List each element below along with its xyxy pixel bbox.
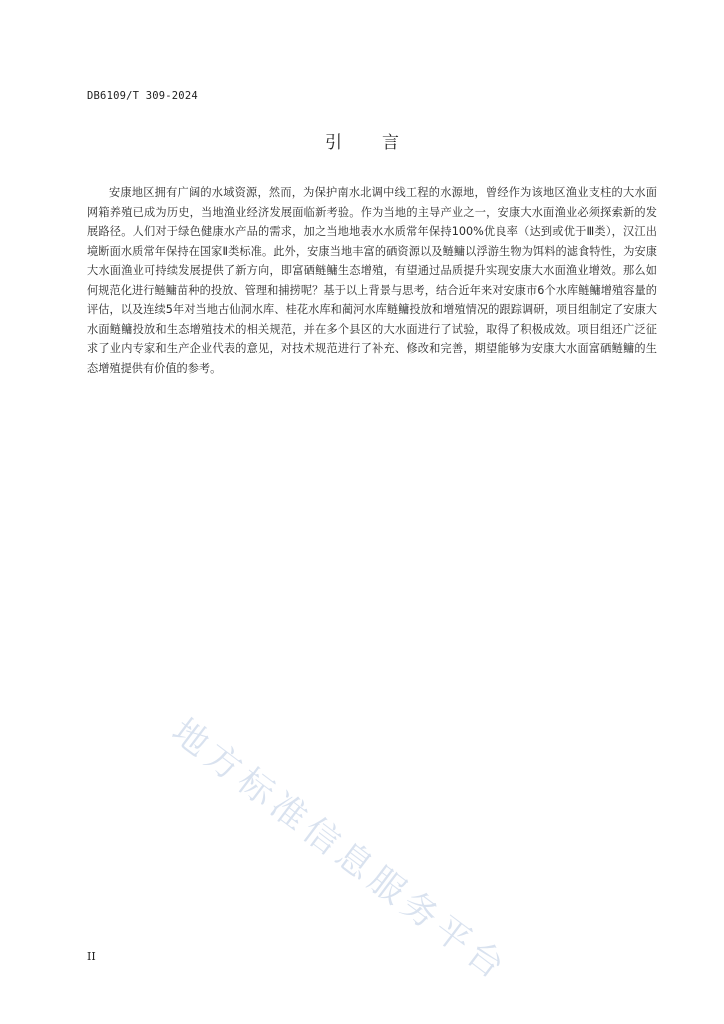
page-title [0, 128, 724, 153]
title-char-2: 言 [382, 133, 399, 153]
introduction-paragraph: 安康地区拥有广阔的水域资源，然而，为保护南水北调中线工程的水源地，曾经作为该地区渔业支柱的大水面网箱养殖已成为历史，当地渔业经济发展面临新考验。作为当地的主导产业之一，安康大水面渔业必须探索新的发展路径。人们对于绿色健康水产品的需求，加之当地地表水水质常年保持100%优良率（达到或优于Ⅲ类），汉江出境断面水质常年保持在国家Ⅱ类标准。此外，安康当地丰富的硒资源以及鲢鳙以浮游生物为饵料的滤食特性，为安康大水面渔业可持续发展提供了新方向，即富硒鲢鳙生态增殖，有望通过品质提升实现安康大水面渔业增效。那么如何规范化进行鲢鳙苗种的投放、管理和捕捞呢？基于以上背景与思考，结合近年来对安康市6个水库鲢鳙增殖容量的评估，以及连续5年对当地古仙洞水库、桂花水库和蔺河水库鲢鳙投放和增殖情况的跟踪调研，项目组制定了安康大水面鲢鳙投放和生态增殖技术的相关规范，并在多个县区的大水面进行了试验，取得了积极成效。项目组还广泛征求了业内专家和生产企业代表的意见，对技术规范进行了补充、修改和完善，期望能够为安康大水面富硒鲢鳙的生态增殖提供有价值的参考。 [87, 186, 657, 375]
page-number: II [87, 950, 96, 963]
watermark: 地方标准信息服务平台 [164, 711, 516, 991]
standard-code: DB6109/T 309-2024 [87, 90, 198, 102]
title-char-1: 引 [325, 133, 342, 153]
introduction-body [87, 183, 657, 378]
